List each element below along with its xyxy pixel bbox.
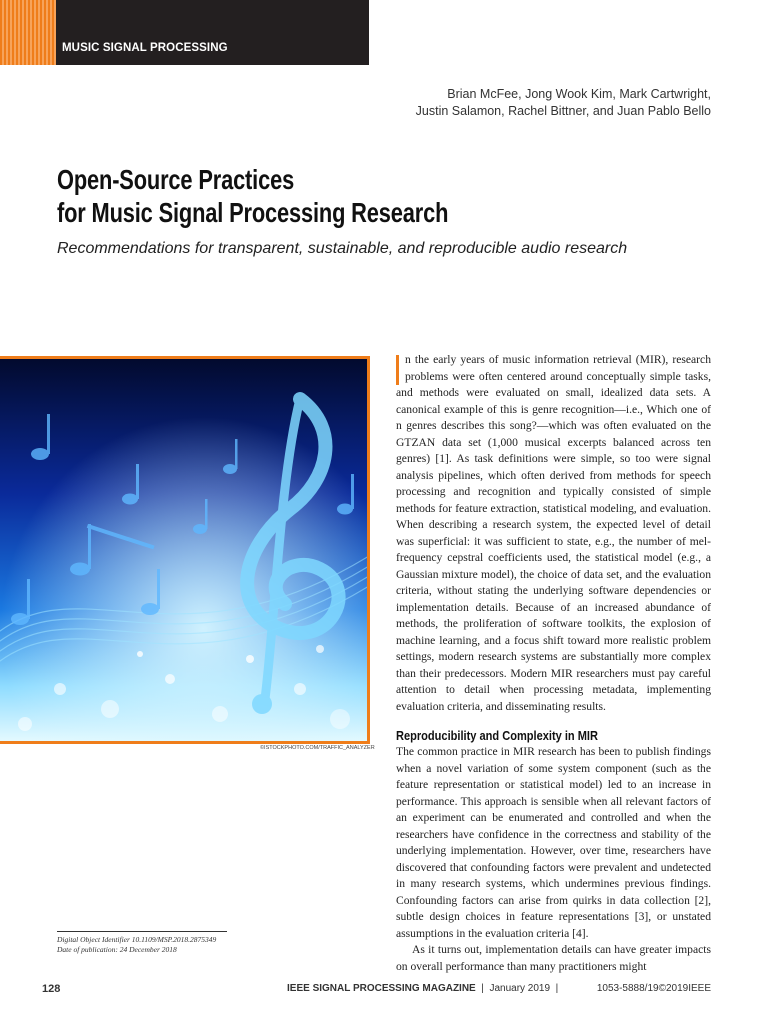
article-title [57, 163, 717, 229]
footer-separator: | [475, 983, 490, 994]
author-line-2: Justin Salamon, Rachel Bittner, and Juan Pablo Bello [415, 104, 711, 118]
paragraph-1-text: n the early years of music information retrieval (MIR), research problems were often centered around conceptually simple tasks, and methods were evaluated on small, idealized data sets. A canonical example of this is genre recognition—i.e., Which one of n genres describes this song?—which was often evaluated on the GTZAN data set (1,000 musical excerpts balanced across ten genres) [1]. As task definitions were simple, so too were signal analysis pipelines, which often derived from methods for speech processing and recognition and typically consisted of simple methods for feature extraction, statistical modeling, and evaluation. When describing a research system, the expected level of detail was superficial: it was sufficient to state, e.g., the number of mel-frequency cepstral coefficients used, the statistical model (e.g., a Gaussian mixture model), the choice of data set, and the evaluation criteria, without stating the underlying software dependencies or implementation details. Because of an increased abundance of methods, the proliferation of software toolkits, the explosion of machine learning, and a focus shift toward more realistic problem settings, modern research systems are substantially more complex than their predecessors. Modern MIR researchers must pay careful attention to detail when processing metadata, implementing evaluation criteria, and disseminating results. [396, 353, 711, 713]
paragraph-3: As it turns out, implementation details can have greater impacts on overall performance than many practitioners might [396, 943, 711, 973]
footnote [57, 935, 216, 955]
header-stripes [0, 0, 56, 65]
issn-copyright: 1053-5888/19©2019IEEE [596, 983, 711, 994]
magazine-name: IEEE SIGNAL PROCESSING MAGAZINE [287, 983, 476, 994]
section-label: MUSIC SIGNAL PROCESSING [62, 42, 228, 54]
image-credit: ©ISTOCKPHOTO.COM/TRAFFIC_ANALYZER [260, 745, 375, 751]
feature-artwork [0, 356, 370, 744]
drop-cap [396, 355, 399, 385]
issue-date: January 2019 [489, 983, 551, 994]
title-line-1: Open-Source Practices [57, 164, 295, 195]
author-list [291, 86, 711, 120]
article-subtitle: Recommendations for transparent, sustainable, and reproducible audio research [57, 240, 628, 257]
article-body [396, 352, 711, 975]
publication-date: Date of publication: 24 December 2018 [57, 945, 177, 954]
paragraph-2: The common practice in MIR research has been to publish findings when a novel variation of some system component (such as the feature representation or statistical model) led to an increase in performance. This approach is sensible when all relevant factors of an experiment can be enumerated and controlled and when the researchers have confidence in the correctness and stability of the underlying implementation. However, over time, researchers have discovered that confounding factors were prevalent and undetected in many research systems, which undermines previous findings. Confounding factors can arise from quirks in data collection [2], subtle design choices in feature representations [3], or unstated assumptions in the evaluation criteria [4]. [396, 745, 711, 940]
doi-text: Digital Object Identifier 10.1109/MSP.2018.2875349 [57, 935, 217, 944]
section-heading: Reproducibility and Complexity in MIR [396, 728, 598, 743]
page-number: 128 [42, 983, 61, 995]
footnote-rule [57, 931, 227, 932]
magazine-footer [287, 983, 558, 994]
header-band [56, 0, 369, 65]
author-line-1: Brian McFee, Jong Wook Kim, Mark Cartwright, [447, 87, 711, 101]
title-line-2: for Music Signal Processing Research [57, 197, 449, 228]
paragraph-1 [396, 352, 711, 715]
music-notes-illustration [0, 359, 370, 744]
footer-separator-2: | [550, 983, 559, 994]
